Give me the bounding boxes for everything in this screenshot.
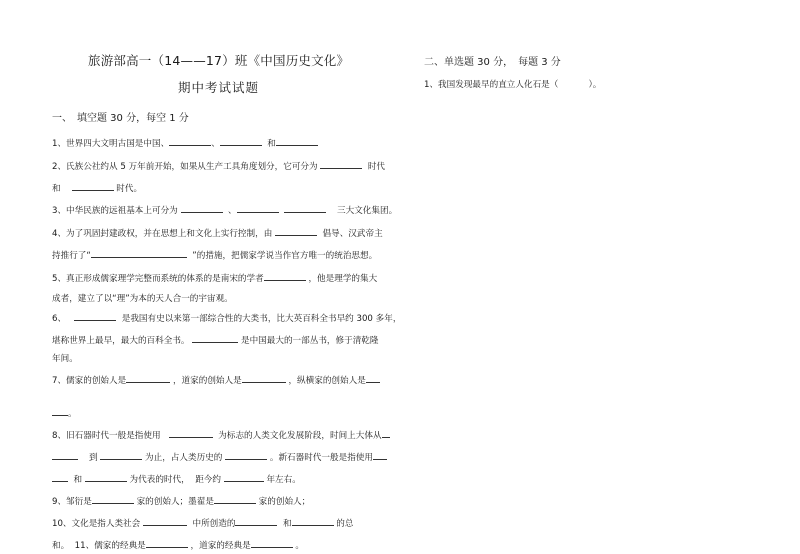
section2-heading: 二、单选题 30 分， 每题 3 分 xyxy=(424,57,561,68)
question-10-and: 和 xyxy=(282,519,292,529)
answer-blank[interactable] xyxy=(85,472,127,482)
answer-blank[interactable] xyxy=(126,373,170,383)
question-6-text: 是我国有史以来第一部综合性的大类书，比大英百科全书早约 300 多年， xyxy=(121,314,402,324)
question-10-end2: 和。 xyxy=(52,541,70,551)
question-10-mid1: 中所创造的 xyxy=(192,519,236,529)
answer-blank[interactable] xyxy=(92,494,134,504)
answer-blank[interactable] xyxy=(169,136,211,146)
answer-blank[interactable] xyxy=(275,226,317,236)
question-8-rep: 为代表的时代， xyxy=(129,475,190,485)
answer-blank[interactable] xyxy=(382,428,390,438)
question-8-neolithic: 。新石器时代一般是指使用 xyxy=(269,453,373,463)
answer-blank[interactable] xyxy=(373,450,387,460)
question-8-approx: 距今约 xyxy=(195,475,221,485)
question-8-to: 到 xyxy=(88,453,98,463)
answer-blank[interactable] xyxy=(292,516,334,526)
answer-blank[interactable] xyxy=(235,516,277,526)
answer-blank[interactable] xyxy=(264,271,306,281)
question-4-line1 xyxy=(52,226,383,240)
question-8-end: 年左右。 xyxy=(266,475,301,485)
answer-blank[interactable] xyxy=(52,472,68,482)
question-7-mid1: ，道家的创始人是 xyxy=(172,376,242,386)
question-7-line2 xyxy=(52,406,77,420)
question-8-text: 8、旧石器时代一般是指使用 xyxy=(52,431,161,441)
question-8-line1 xyxy=(52,428,390,442)
answer-blank[interactable] xyxy=(169,428,213,438)
section1-heading: 一、 填空题 30 分，每空 1 分 xyxy=(52,113,189,124)
answer-blank[interactable] xyxy=(251,538,293,548)
answer-blank[interactable] xyxy=(225,450,267,460)
answer-blank[interactable] xyxy=(220,136,262,146)
answer-blank[interactable] xyxy=(284,203,326,213)
answer-blank[interactable] xyxy=(320,159,362,169)
mc-question-1 xyxy=(424,79,601,91)
question-9 xyxy=(52,494,310,508)
answer-blank[interactable] xyxy=(146,538,188,548)
answer-blank[interactable] xyxy=(72,181,114,191)
question-4-open: 持推行了“ xyxy=(52,251,91,261)
question-8-until: 为止，占人类历史的 xyxy=(145,453,223,463)
answer-blank[interactable] xyxy=(100,450,142,460)
answer-blank[interactable] xyxy=(276,136,318,146)
mc-question-1-text: 1、我国发现最早的直立人化石是（ xyxy=(424,80,559,90)
answer-blank[interactable] xyxy=(366,373,380,383)
exam-title-line2: 期中考试试题 xyxy=(178,80,260,95)
mc-question-1-end: ）。 xyxy=(588,80,602,90)
question-10 xyxy=(52,516,353,530)
question-4-end: 倡导、汉武帝主 xyxy=(322,229,383,239)
question-1-sep1: 、 xyxy=(211,139,220,149)
question-6-num: 6、 xyxy=(52,314,67,324)
question-6-line2 xyxy=(52,333,379,347)
answer-blank[interactable] xyxy=(52,406,68,416)
question-5-text: 5、真正形成儒家理学完整而系统的体系的是南宋的学者 xyxy=(52,274,264,284)
answer-blank[interactable] xyxy=(237,203,279,213)
question-9-mid: 家的创始人；墨翟是 xyxy=(136,497,214,507)
exam-title-line1: 旅游部高一（14——17）班《中国历史文化》 xyxy=(88,53,350,68)
answer-blank[interactable] xyxy=(74,311,116,321)
question-9-text: 9、邹衍是 xyxy=(52,497,92,507)
question-7-mid2: ，纵横家的创始人是 xyxy=(288,376,366,386)
answer-blank[interactable] xyxy=(192,333,238,343)
question-7-text: 7、儒家的创始人是 xyxy=(52,376,127,386)
question-1-sep2: 和 xyxy=(267,139,276,149)
question-6-line1 xyxy=(52,311,401,325)
question-9-end: 家的创始人； xyxy=(258,497,311,507)
question-4-close: ”的措施，把儒家学说当作官方唯一的统治思想。 xyxy=(192,251,378,261)
answer-blank[interactable] xyxy=(181,203,223,213)
question-11-text: 11、儒家的经典是 xyxy=(74,541,146,551)
question-6-end: 是中国最大的一部丛书，修于清乾隆 xyxy=(240,336,379,346)
answer-blank[interactable] xyxy=(91,248,187,258)
answer-blank[interactable] xyxy=(52,450,78,460)
answer-blank[interactable] xyxy=(214,494,256,504)
question-7-end: 。 xyxy=(68,409,77,419)
question-2-end: 时代 xyxy=(367,162,386,172)
question-3-sep: 、 xyxy=(227,206,237,216)
question-2-text: 2、氏族公社约从 5 万年前开始，如果从生产工具角度划分，它可分为 xyxy=(52,162,318,172)
question-4-text: 4、为了巩固封建政权，并在思想上和文化上实行控制，由 xyxy=(52,229,273,239)
answer-blank[interactable] xyxy=(143,516,187,526)
answer-blank[interactable] xyxy=(242,373,286,383)
question-8-mid: 为标志的人类文化发展阶段，时间上大体从 xyxy=(218,431,382,441)
question-10-end: 的总 xyxy=(336,519,354,529)
question-11-end: 。 xyxy=(295,541,305,551)
question-8-line3 xyxy=(52,472,301,486)
question-6-line3: 年间。 xyxy=(52,354,78,364)
question-11 xyxy=(52,538,304,552)
question-5-line2: 成者，建立了以“理”为本的天人合一的宇宙观。 xyxy=(52,294,233,304)
question-3 xyxy=(52,203,397,217)
question-1-text: 1、世界四大文明古国是中国、 xyxy=(52,139,170,149)
question-8-and: 和 xyxy=(73,475,83,485)
question-11-mid: ，道家的经典是 xyxy=(190,541,251,551)
question-2-line1 xyxy=(52,159,385,173)
question-8-line2 xyxy=(52,450,387,464)
question-7 xyxy=(52,373,380,387)
question-10-text: 10、文化是指人类社会 xyxy=(52,519,141,529)
question-1 xyxy=(52,136,318,150)
question-2-line2 xyxy=(52,181,142,195)
answer-blank[interactable] xyxy=(224,472,264,482)
question-3-end: 三大文化集团。 xyxy=(337,206,398,216)
question-2-and: 和 xyxy=(52,184,61,194)
question-5-line1 xyxy=(52,271,377,285)
question-4-line2 xyxy=(52,248,377,262)
question-5-end: ，他是理学的集大 xyxy=(308,274,378,284)
question-3-text: 3、中华民族的远祖基本上可分为 xyxy=(52,206,178,216)
question-6-text2: 堪称世界上最早，最大的百科全书。 xyxy=(52,336,190,346)
question-2-end2: 时代。 xyxy=(116,184,143,194)
